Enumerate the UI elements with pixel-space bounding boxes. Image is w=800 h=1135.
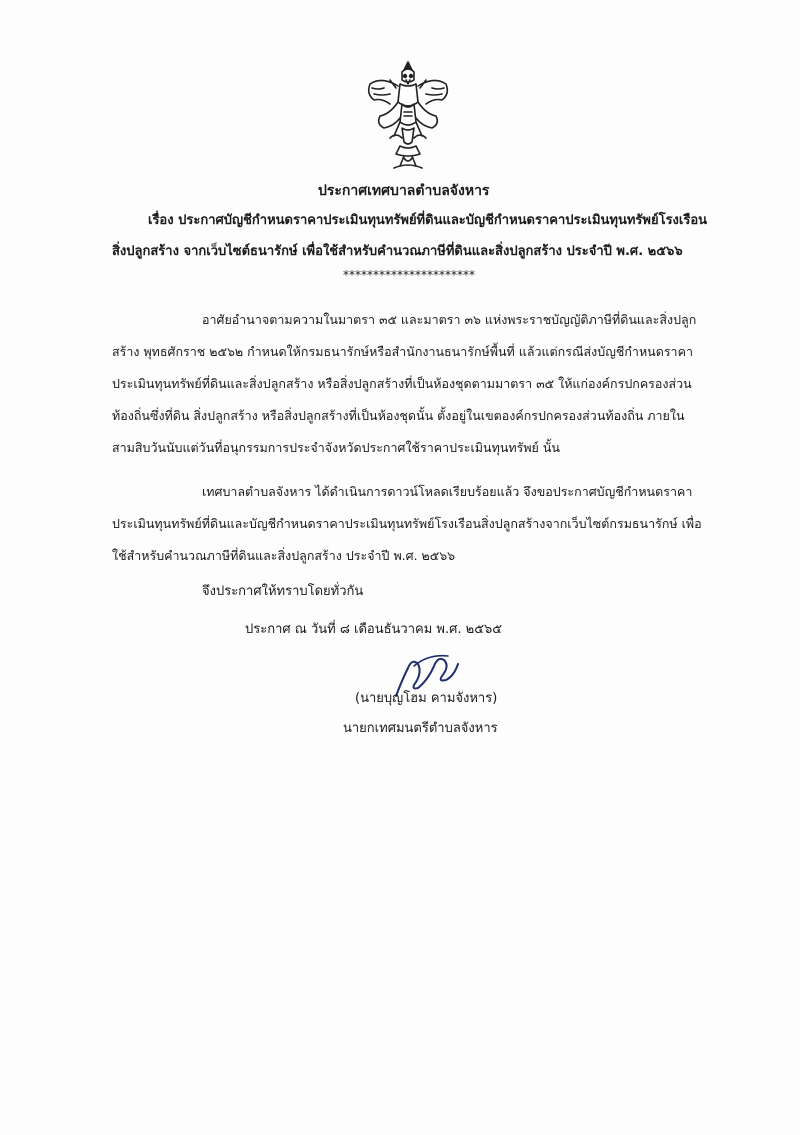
announcement-title: ประกาศเทศบาลตำบลจังหาร <box>318 183 490 199</box>
signer-name: (นายบุญโฮม คามจังหาร) <box>355 691 498 706</box>
signer-position: นายกเทศมนตรีตำบลจังหาร <box>343 721 498 736</box>
paragraph-1-line-3: ประเมินทุนทรัพย์ที่ดินและสิ่งปลูกสร้าง หรือสิ่งปลูกสร้างที่เป็นห้องชุดตามมาตรา ๓๕ ให้แก่องค์กรปกครองส่วน <box>112 376 692 391</box>
announcement-date: ประกาศ ณ วันที่ ๘ เดือนธันวาคม พ.ศ. ๒๕๖๕ <box>245 622 503 637</box>
closing-statement: จึงประกาศให้ทราบโดยทั่วกัน <box>202 584 364 599</box>
paragraph-1-line-4: ท้องถิ่นซึ่งที่ดิน สิ่งปลูกสร้าง หรือสิ่งปลูกสร้างที่เป็นห้องชุดนั้น ตั้งอยู่ในเขตองค์กรปกครองส่วนท้องถิ่น ภายใน <box>112 408 685 423</box>
garuda-emblem-icon <box>360 58 456 174</box>
paragraph-2-line-3: ใช้สำหรับคำนวณภาษีที่ดินและสิ่งปลูกสร้าง ประจำปี พ.ศ. ๒๕๖๖ <box>112 548 456 563</box>
paragraph-1-line-2: สร้าง พุทธศักราช ๒๕๖๒ กำหนดให้กรมธนารักษ์หรือสำนักงานธนารักษ์พื้นที่ แล้วแต่กรณีส่งบัญชีกำหนดราคา <box>112 344 693 359</box>
subject-line-2: สิ่งปลูกสร้าง จากเว็บไซต์ธนารักษ์ เพื่อใช้สำหรับคำนวณภาษีที่ดินและสิ่งปลูกสร้าง ประจำปี พ.ศ. ๒๕๖๖ <box>112 244 683 259</box>
paragraph-1-line-5: สามสิบวันนับแต่วันที่อนุกรรมการประจำจังหวัดประกาศใช้ราคาประเมินทุนทรัพย์ นั้น <box>112 440 560 455</box>
paragraph-1-line-1: อาศัยอำนาจตามความในมาตรา ๓๕ และมาตรา ๓๖ แห่งพระราชบัญญัติภาษีที่ดินและสิ่งปลูก <box>202 312 697 327</box>
title-separator: ********************** <box>343 268 475 282</box>
paragraph-2-line-2: ประเมินทุนทรัพย์ที่ดินและบัญชีกำหนดราคาประเมินทุนทรัพย์โรงเรือนสิ่งปลูกสร้างจากเว็บไซต์กรมธนารักษ์ เพื่อ <box>112 516 702 531</box>
subject-line-1: เรื่อง ประกาศบัญชีกำหนดราคาประเมินทุนทรัพย์ที่ดินและบัญชีกำหนดราคาประเมินทุนทรัพย์โรงเรือน <box>148 213 708 228</box>
paragraph-2-line-1: เทศบาลตำบลจังหาร ได้ดำเนินการดาวน์โหลดเรียบร้อยแล้ว จึงขอประกาศบัญชีกำหนดราคา <box>202 484 693 499</box>
